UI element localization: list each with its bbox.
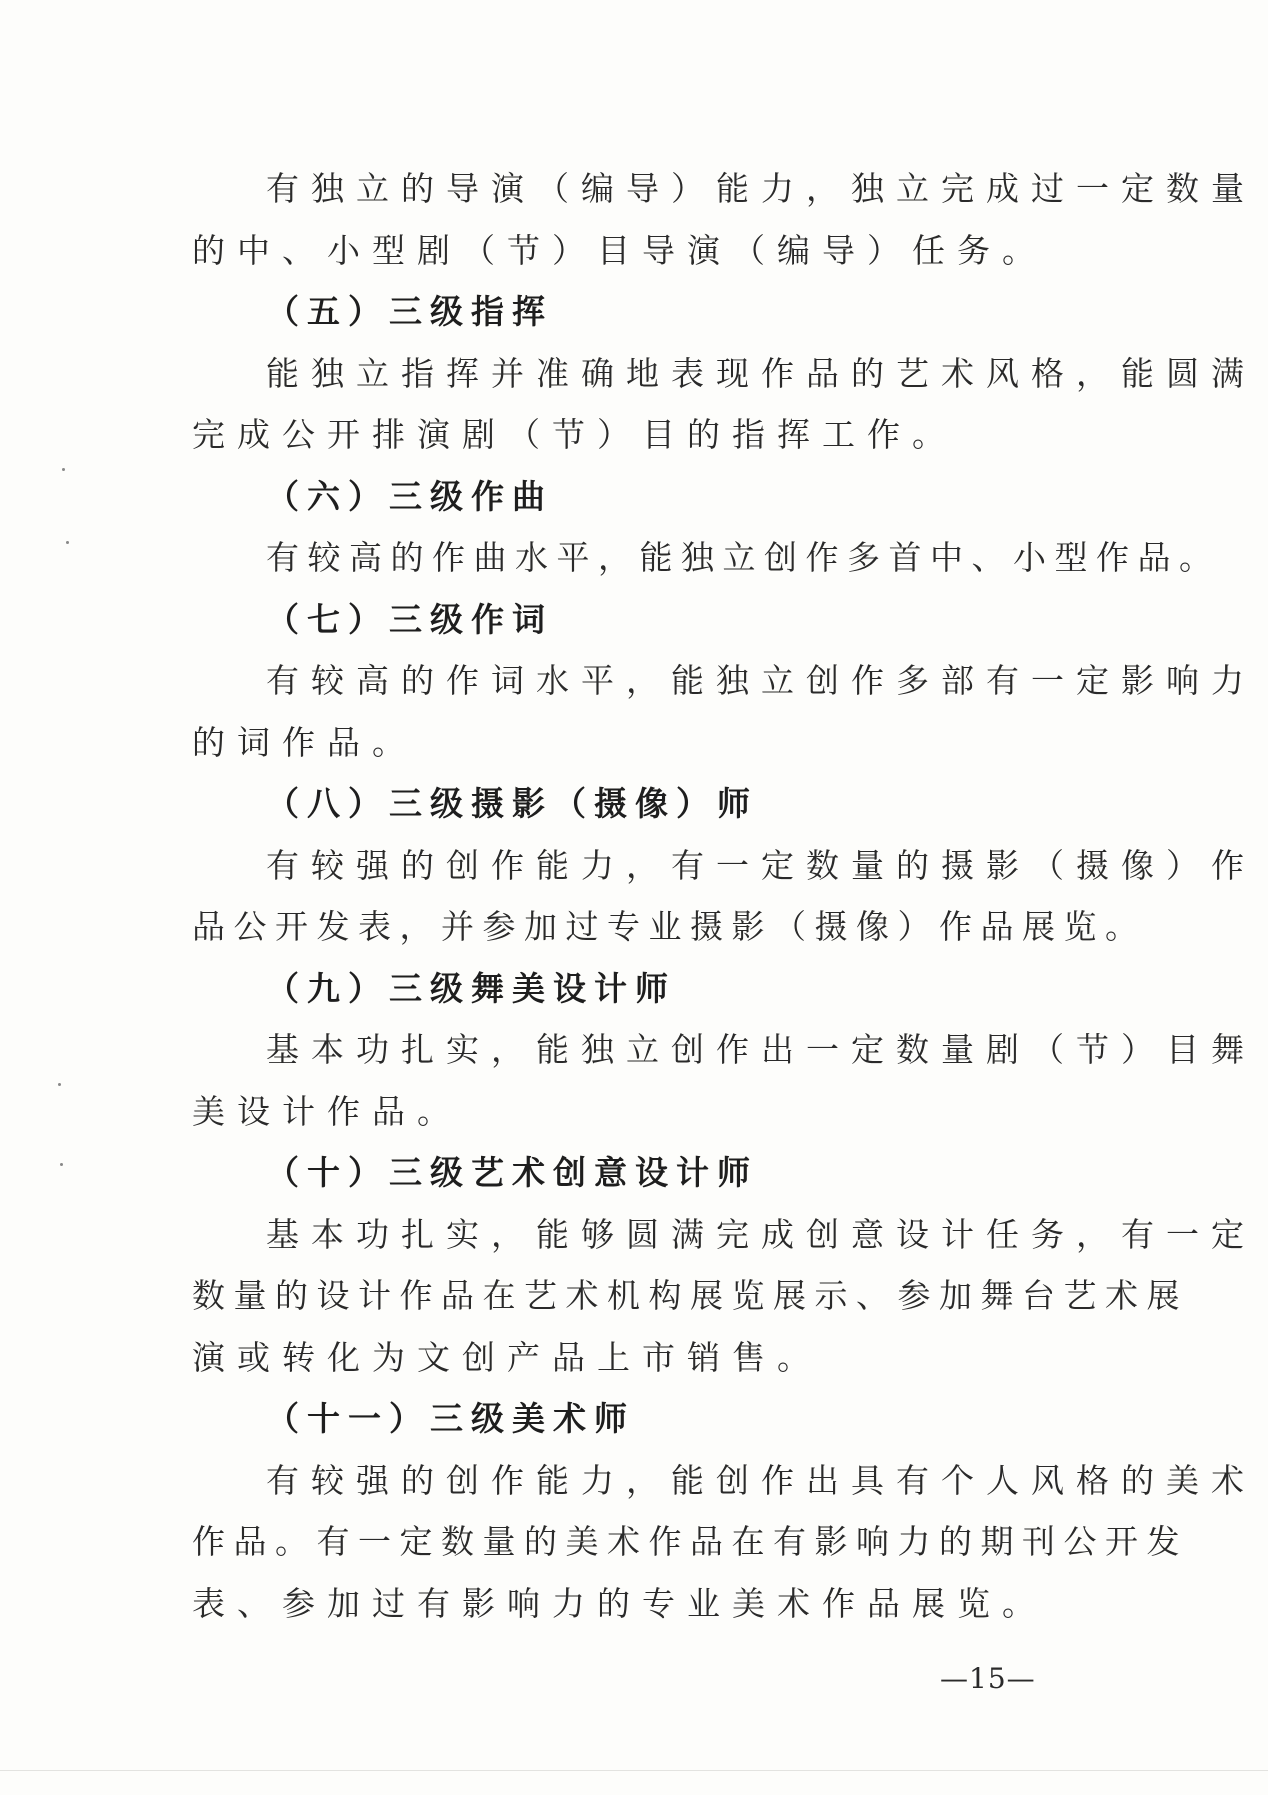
scan-speck xyxy=(58,1083,61,1086)
document-body xyxy=(192,158,1256,1634)
paragraph-line: 的词作品。 xyxy=(192,722,417,762)
section-heading-5: （五）三级指挥 xyxy=(266,292,553,331)
paragraph-line: 品公开发表，并参加过专业摄影（摄像）作品展览。 xyxy=(192,907,1147,946)
paragraph-line: 的中、小型剧（节）目导演（编导）任务。 xyxy=(192,230,1047,270)
scan-speck xyxy=(60,1163,63,1166)
paragraph-line: 完成公开排演剧（节）目的指挥工作。 xyxy=(192,415,957,454)
paragraph-line: 有较强的创作能力，能创作出具有个人风格的美术 xyxy=(266,1460,1256,1500)
scan-edge-line xyxy=(0,1770,1268,1771)
paragraph-line: 表、参加过有影响力的专业美术作品展览。 xyxy=(192,1583,1047,1623)
paragraph-line: 演或转化为文创产品上市销售。 xyxy=(192,1337,822,1377)
section-heading-6: （六）三级作曲 xyxy=(266,476,553,516)
paragraph-line: 美设计作品。 xyxy=(192,1091,462,1131)
paragraph-line: 有较高的作曲水平，能独立创作多首中、小型作品。 xyxy=(266,538,1221,577)
paragraph-line: 能独立指挥并准确地表现作品的艺术风格，能圆满 xyxy=(266,353,1256,393)
paragraph-line: 有较高的作词水平，能独立创作多部有一定影响力 xyxy=(266,661,1256,700)
scan-speck xyxy=(62,468,65,471)
paragraph-line: 作品。有一定数量的美术作品在有影响力的期刊公开发 xyxy=(192,1522,1188,1561)
section-heading-7: （七）三级作词 xyxy=(266,599,553,639)
page-number: —15— xyxy=(940,1662,1036,1695)
section-heading-10: （十）三级艺术创意设计师 xyxy=(266,1153,758,1192)
section-heading-8: （八）三级摄影（摄像）师 xyxy=(266,784,758,823)
paragraph-line: 数量的设计作品在艺术机构展览展示、参加舞台艺术展 xyxy=(192,1276,1188,1315)
scan-speck xyxy=(66,541,69,544)
paragraph-line: 有较强的创作能力，有一定数量的摄影（摄像）作 xyxy=(266,845,1256,885)
paragraph-line: 有独立的导演（编导）能力，独立完成过一定数量 xyxy=(266,169,1256,208)
section-heading-9: （九）三级舞美设计师 xyxy=(266,968,676,1008)
paragraph-line: 基本功扎实，能独立创作出一定数量剧（节）目舞 xyxy=(266,1030,1256,1069)
section-heading-11: （十一）三级美术师 xyxy=(266,1399,635,1438)
paragraph-line: 基本功扎实，能够圆满完成创意设计任务，有一定 xyxy=(266,1214,1256,1254)
